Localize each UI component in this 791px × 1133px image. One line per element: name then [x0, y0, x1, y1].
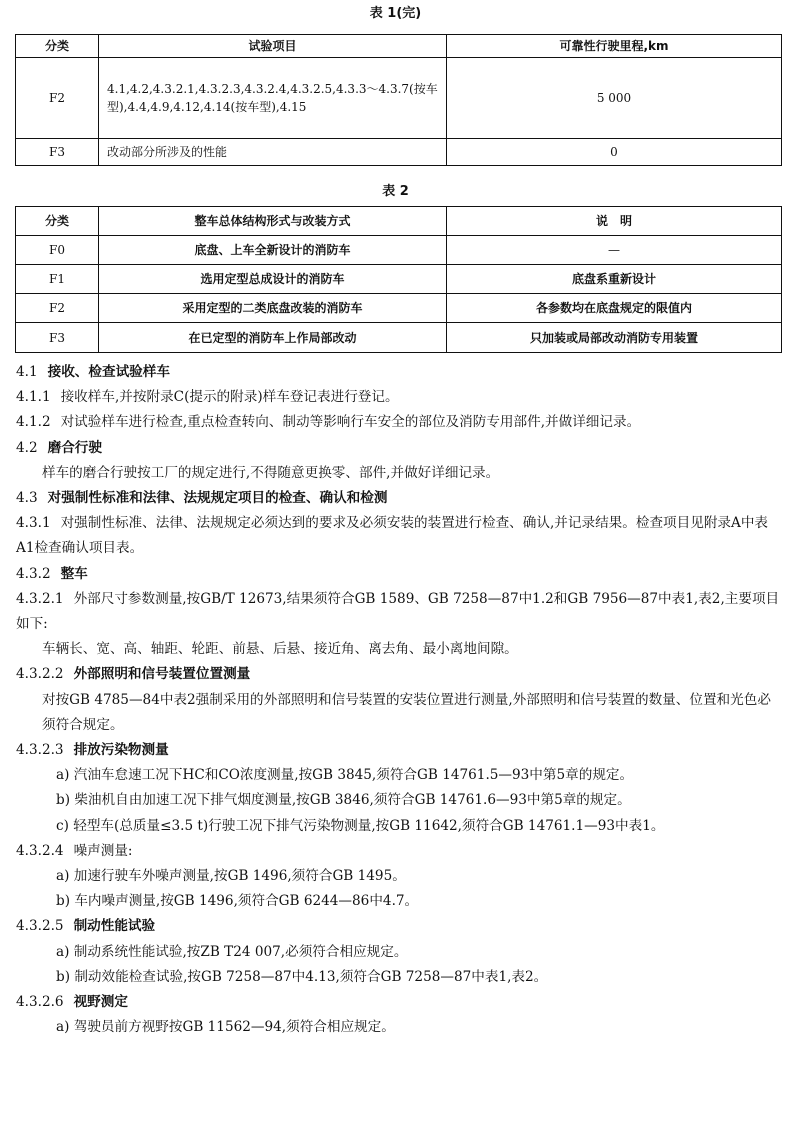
section-text: 对强制性标准和法律、法规规定项目的检查、确认和检测: [47, 490, 388, 507]
section-number: 4.3.2.2: [16, 666, 64, 683]
section-paragraph: [16, 914, 784, 939]
table-row: [16, 294, 782, 323]
section-number: 4.3: [16, 490, 38, 507]
table2-caption: 表 2: [382, 184, 409, 199]
table1-cell-km: 5 000: [447, 58, 782, 139]
section-number: 4.1.1: [16, 389, 51, 406]
section-paragraph: [16, 587, 784, 637]
section-text: b) 车内噪声测量,按GB 1496,须符合GB 6244—86中4.7。: [56, 893, 419, 910]
table-row: [16, 323, 782, 353]
table2-cell-class: F2: [16, 294, 99, 323]
section-number: 4.3.2.4: [16, 842, 64, 859]
section-text: 对强制性标准、法律、法规规定必须达到的要求及必须安装的装置进行检查、确认,并记录结果。检查项目见附录A中表A1检查确认项目表。: [16, 515, 769, 557]
section-text: 外部照明和信号装置位置测量: [73, 666, 251, 683]
section-text: 对试验样车进行检查,重点检查转向、制动等影响行车安全的部位及消防专用部件,并做详细记录。: [60, 414, 641, 431]
section-paragraph: [16, 511, 784, 561]
section-number: 4.1: [16, 364, 38, 380]
table2-cell-class: F3: [16, 323, 99, 353]
section-paragraph: [16, 1015, 784, 1040]
table1-header-class: 分类: [16, 35, 99, 58]
table-row: [16, 139, 782, 166]
section-paragraph: [16, 839, 784, 864]
section-text: 排放污染物测量: [73, 742, 169, 759]
section-paragraph: [16, 662, 784, 687]
table2-cell-note: 底盘系重新设计: [447, 265, 782, 294]
section-text: b) 柴油机自由加速工况下排气烟度测量,按GB 3846,须符合GB 14761.6—93中第5章的规定。: [56, 792, 631, 809]
table1-cell-class: F2: [16, 58, 99, 139]
table2-cell-mode: 底盘、上车全新设计的消防车: [99, 236, 447, 265]
section-text: a) 制动系统性能试验,按ZB T24 007,必须符合相应规定。: [56, 943, 408, 960]
section-paragraph: [16, 814, 784, 839]
table1-header-km: 可靠性行驶里程,km: [447, 35, 782, 58]
table2-cell-mode: 选用定型总成设计的消防车: [99, 265, 447, 294]
table2-cell-class: F1: [16, 265, 99, 294]
section-text: 对按GB 4785—84中表2强制采用的外部照明和信号装置的安装位置进行测量,外部照明和信号装置的数量、位置和光色必须符合规定。: [42, 691, 771, 733]
section-text: 外部尺寸参数测量,按GB/T 12673,结果须符合GB 1589、GB 7258—87中1.2和GB 7956—87中表1,表2,主要项目如下:: [16, 590, 780, 633]
table2-cell-mode: 在已定型的消防车上作局部改动: [99, 323, 447, 353]
section-paragraph: [16, 965, 784, 990]
table2: [15, 206, 782, 353]
section-paragraph: [16, 688, 784, 738]
section-paragraph: [16, 889, 784, 914]
table-row: [16, 236, 782, 265]
section-paragraph: [16, 486, 784, 511]
table2-cell-mode: 采用定型的二类底盘改装的消防车: [99, 294, 447, 323]
section-text: b) 制动效能检查试验,按GB 7258—87中4.13,须符合GB 7258—87中表1,表2。: [56, 968, 548, 985]
section-text: 整车: [60, 565, 88, 582]
table1: [15, 34, 782, 166]
section-text: 车辆长、宽、高、轴距、轮距、前悬、后悬、接近角、离去角、最小离地间隙。: [42, 641, 518, 658]
section-paragraph: [16, 637, 784, 662]
section-text: 磨合行驶: [47, 439, 102, 456]
section-paragraph: [16, 738, 784, 763]
section-text: 样车的磨合行驶按工厂的规定进行,不得随意更换零、部件,并做好详细记录。: [42, 464, 500, 481]
section-text: 接收样车,并按附录C(提示的附录)样车登记表进行登记。: [60, 389, 399, 406]
section-text: a) 加速行驶车外噪声测量,按GB 1496,须符合GB 1495。: [56, 868, 406, 885]
table1-cell-item: 4.1,4.2,4.3.2.1,4.3.2.3,4.3.2.4,4.3.2.5,4.3.3～4.3.7(按车型),4.4,4.9,4.12,4.14(按车型),4.15: [99, 58, 447, 139]
section-number: 4.3.2.5: [16, 918, 64, 935]
section-text: a) 驾驶员前方视野按GB 11562—94,须符合相应规定。: [56, 1019, 395, 1036]
section-paragraph: [16, 940, 784, 965]
section-paragraph: [16, 562, 784, 587]
section-paragraph: [16, 461, 784, 486]
table2-header-row: [16, 207, 782, 236]
section-paragraph: [16, 360, 784, 385]
section-paragraph: [16, 763, 784, 788]
section-paragraph: [16, 436, 784, 461]
table-row: [16, 58, 782, 139]
section-text: 噪声测量:: [73, 842, 133, 859]
table1-cell-class: F3: [16, 139, 99, 166]
table2-cell-note: 只加装或局部改动消防专用装置: [447, 323, 782, 353]
section-number: 4.3.2.1: [16, 590, 64, 607]
section-paragraph: [16, 385, 784, 410]
table1-header-item: 试验项目: [99, 35, 447, 58]
section-text: c) 轻型车(总质量≤3.5 t)行驶工况下排气污染物测量,按GB 11642,须符合GB 14761.1—93中表1。: [56, 817, 665, 834]
table2-header-mode: 整车总体结构形式与改装方式: [99, 207, 447, 236]
section-number: 4.3.2.3: [16, 742, 64, 759]
section-paragraph: [16, 788, 784, 813]
document-body: [16, 360, 784, 1040]
section-text: 制动性能试验: [73, 918, 156, 935]
section-number: 4.3.2: [16, 565, 51, 582]
section-number: 4.3.2.6: [16, 994, 64, 1011]
section-paragraph: [16, 990, 784, 1015]
section-text: a) 汽油车怠速工况下HC和CO浓度测量,按GB 3845,须符合GB 14761.5—93中第5章的规定。: [56, 767, 634, 784]
section-text: 视野测定: [73, 994, 128, 1011]
table2-header-class: 分类: [16, 207, 99, 236]
table2-header-note: 说 明: [447, 207, 782, 236]
section-number: 4.1.2: [16, 414, 51, 431]
section-number: 4.2: [16, 439, 38, 456]
table1-caption: 表 1(完): [369, 6, 422, 21]
section-text: 接收、检查试验样车: [47, 364, 170, 380]
table2-cell-note: —: [447, 236, 782, 265]
section-paragraph: [16, 410, 784, 435]
section-paragraph: [16, 864, 784, 889]
table-row: [16, 265, 782, 294]
table2-cell-note: 各参数均在底盘规定的限值内: [447, 294, 782, 323]
section-number: 4.3.1: [16, 515, 51, 532]
table2-cell-class: F0: [16, 236, 99, 265]
table1-cell-item: 改动部分所涉及的性能: [99, 139, 447, 166]
table1-cell-km: 0: [447, 139, 782, 166]
table1-header-row: [16, 35, 782, 58]
